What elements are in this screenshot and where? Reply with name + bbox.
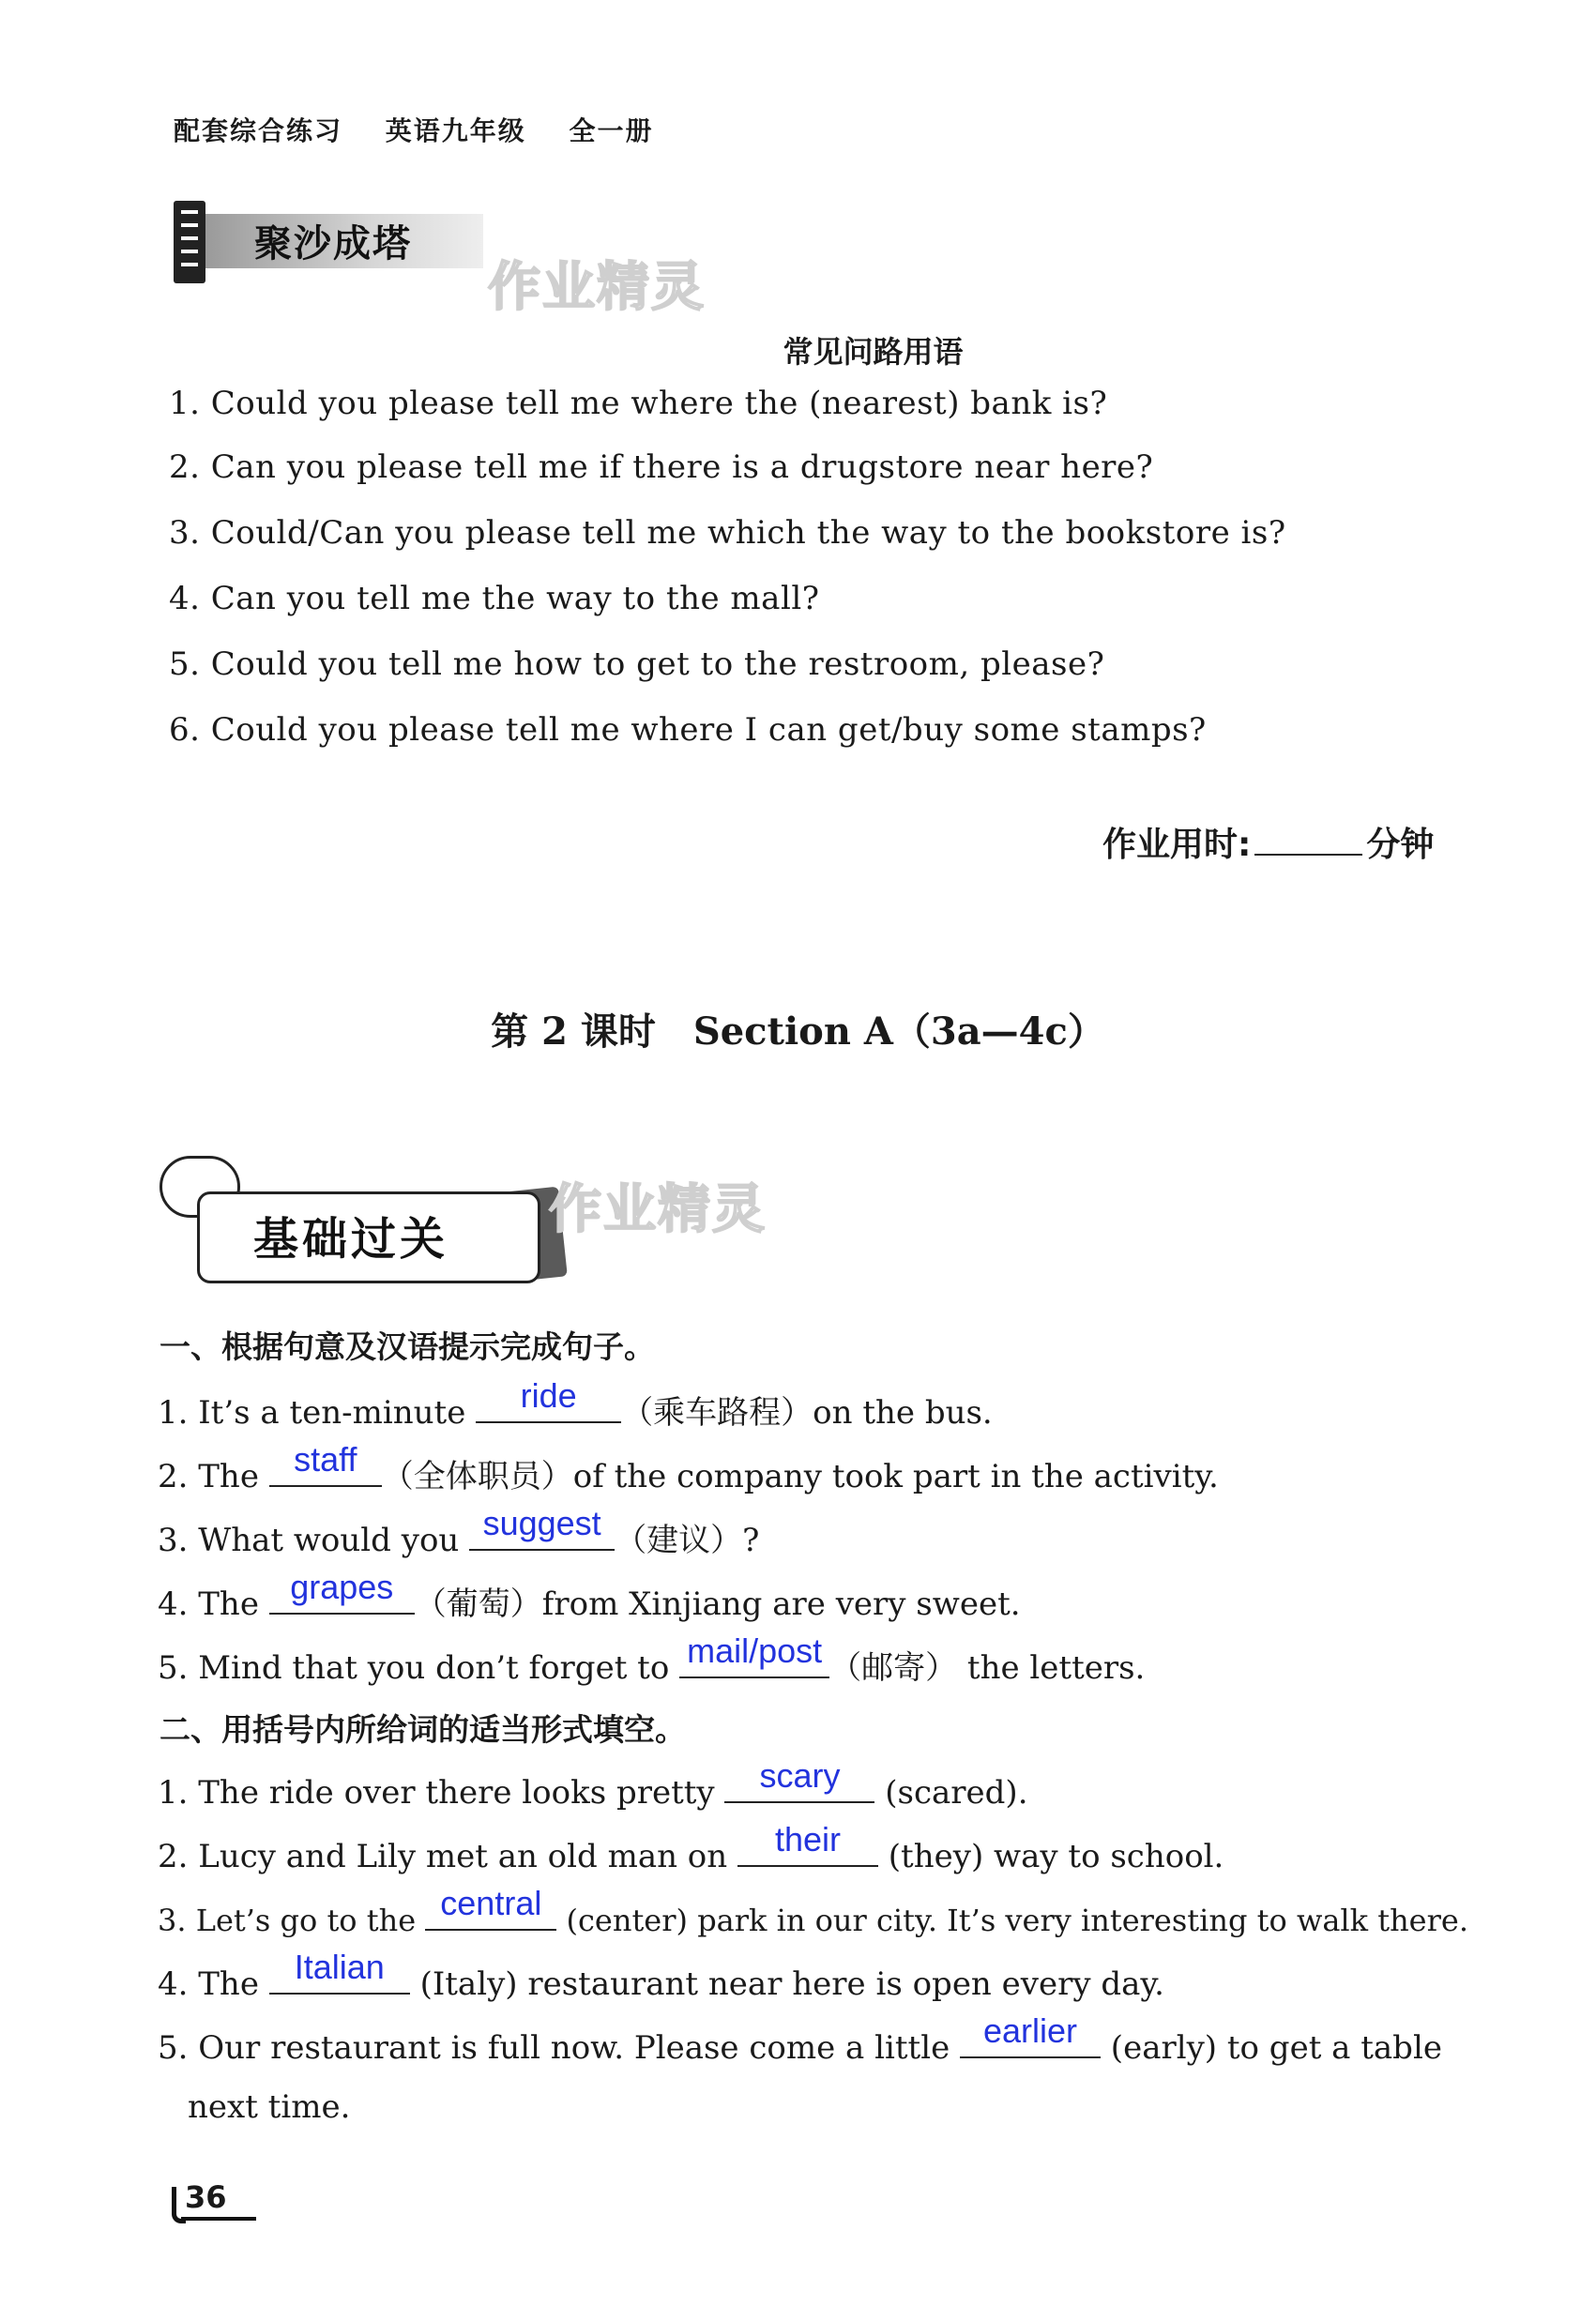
exercise-line: 2. Lucy and Lily met an old man on their (they) way to school. (158, 1820, 1224, 1875)
answer: staff (294, 1440, 357, 1479)
exercise-line: 2. The staff （全体职员）of the company took part in the activity. (158, 1440, 1219, 1495)
timer-blank[interactable] (1254, 826, 1362, 856)
page-number-text: 36 (185, 2179, 227, 2215)
exercise-line: 5. Our restaurant is full now. Please come a little earlier (early) to get a table (158, 2011, 1442, 2067)
phrase-item: 5. Could you tell me how to get to the restroom, please? (169, 645, 1105, 683)
phrase-item: 3. Could/Can you please tell me which the way to the bookstore is? (169, 514, 1286, 552)
exercise-continuation: next time. (188, 2088, 351, 2126)
answer: central (440, 1884, 542, 1922)
banner-bar-icon (174, 201, 205, 283)
exercise-line: 3. Let’s go to the central (center) park in our city. It’s very interesting to walk there. (158, 1884, 1469, 1938)
answer-blank[interactable] (724, 1756, 874, 1803)
answer-blank[interactable] (269, 1568, 415, 1615)
answer: grapes (290, 1568, 394, 1606)
section-title: 二、用括号内所给词的适当形式填空。 (160, 1711, 686, 1748)
answer-blank[interactable] (425, 1884, 556, 1931)
phrase-item: 1. Could you please tell me where the (nearest) bank is? (169, 385, 1108, 422)
timer-unit: 分钟 (1366, 826, 1435, 864)
answer: ride (520, 1376, 577, 1415)
answer: scary (759, 1756, 841, 1795)
header-book: 配套综合练习 (174, 115, 343, 146)
phrase-item: 6. Could you please tell me where I can get/buy some stamps? (169, 711, 1207, 749)
banner-basics (160, 1156, 572, 1287)
homework-timer (1102, 818, 1434, 866)
answer: their (774, 1820, 841, 1858)
watermark: 作业精灵 (549, 1179, 767, 1240)
answer-blank[interactable] (476, 1376, 621, 1423)
exercise-line: 4. The Italian (Italy) restaurant near here is open every day. (158, 1948, 1164, 2003)
phrase-item: 2. Can you please tell me if there is a drugstore near here? (169, 448, 1154, 486)
header-subject: 英语九年级 (385, 115, 526, 146)
banner-accumulate (174, 197, 483, 287)
banner-title: 基础过关 (253, 1213, 449, 1266)
answer: earlier (982, 2011, 1078, 2050)
answer-blank[interactable] (737, 1820, 878, 1867)
answer: suggest (482, 1504, 601, 1542)
lesson-title: 第 2 课时 Section A（3a—4c） (491, 1009, 1105, 1054)
exercise-line: 4. The grapes （葡萄）from Xinjiang are very sweet. (158, 1568, 1021, 1623)
page-number (172, 2179, 256, 2221)
exercise-line: 1. It’s a ten-minute ride （乘车路程）on the bus. (158, 1376, 993, 1432)
answer: Italian (294, 1948, 385, 1986)
running-header (174, 111, 686, 148)
section-title: 一、根据句意及汉语提示完成句子。 (160, 1328, 655, 1365)
exercise-line: 5. Mind that you don’t forget to mail/post （邮寄） the letters. (158, 1631, 1146, 1687)
timer-label: 作业用时: (1102, 826, 1252, 864)
header-volume: 全一册 (569, 115, 654, 146)
answer: mail/post (687, 1631, 823, 1670)
watermark: 作业精灵 (488, 257, 706, 318)
phrase-item: 4. Can you tell me the way to the mall? (169, 580, 820, 617)
exercise-line: 3. What would you suggest （建议）? (158, 1504, 760, 1559)
answer-blank[interactable] (269, 1948, 410, 1995)
banner-title: 聚沙成塔 (254, 222, 412, 265)
answer-blank[interactable] (960, 2011, 1101, 2058)
exercise-line: 1. The ride over there looks pretty scary (scared). (158, 1756, 1028, 1812)
answer-blank[interactable] (679, 1631, 829, 1678)
answer-blank[interactable] (269, 1440, 382, 1487)
answer-blank[interactable] (469, 1504, 615, 1551)
phrases-subtitle: 常见问路用语 (783, 334, 964, 370)
